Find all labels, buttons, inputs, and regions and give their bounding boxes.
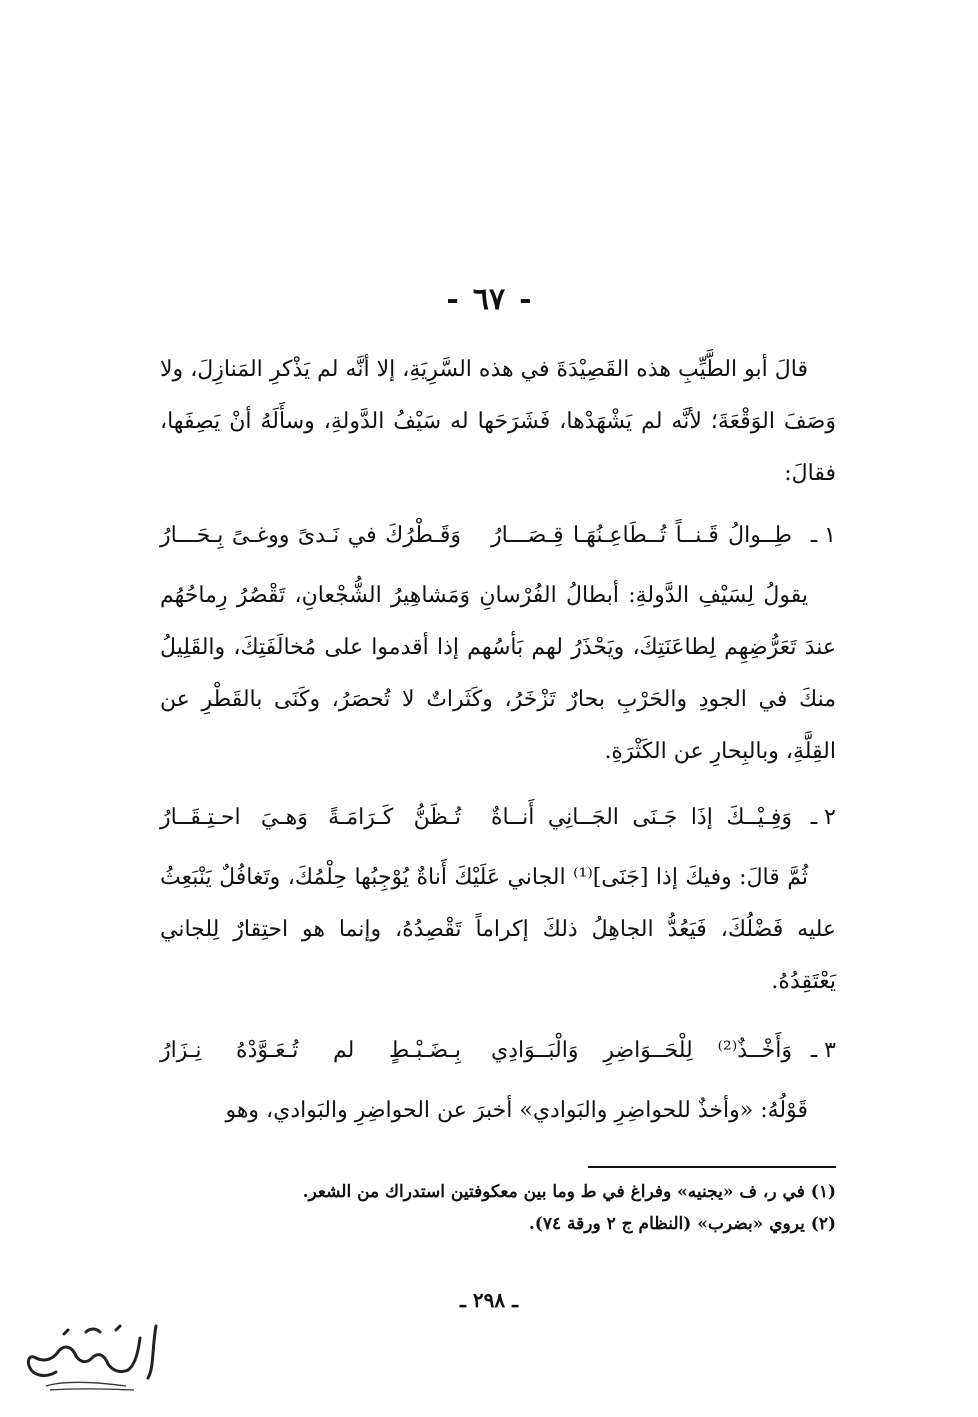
explanation-paragraph: يقولُ لِسَيْفِ الدَّولةِ: أبطالُ الفُرْسانِ وَمَشاهِيرُ الشُّجْعانِ، تَقْصُرُ رِماحُهُم عندَ تَعَرُّضِهِم لِطاعَنَتِكَ، ويَحْذَرُ لهم بَأسُهم إذا أقدموا على مُخالَفَتِكَ، والقَلِيلُ منكَ في الجودِ والحَرْبِ بحارٌ تَزْخَرُ، وكَثَراتٌ لا تُحصَرُ، وكَنَى بالقَطْرِ عن القِلَّةِ، وبالبِحارِ عن الكَثْرَةِ. bbox=[160, 583, 836, 764]
verse-second-hemistich: تُـظَنُّ كَـرَامَـةً وَهـيَ احـتِـقَــارُ bbox=[160, 804, 461, 830]
verse-number: ١ ـ bbox=[810, 522, 836, 548]
verse-first-hemistich: طِــوالُ قَـنــاً تُــطَاعِـنُهَـا قِـصَـــارُ bbox=[491, 522, 792, 548]
verse-first-hemistich: وَأَخْــذٌ⁽²⁾ لِلْحَــوَاضِرِ وَالْبَــوَادِي bbox=[491, 1037, 792, 1063]
footnote-item: (١) في ر، ف «يجنيه» وفراغ في ط وما بين معكوفتين استدراك من الشعر. bbox=[302, 1182, 836, 1202]
verse-second-hemistich: وَقَـطْرُكَ في نَـدىً ووغـىً بِـحَـــارُ bbox=[160, 522, 461, 548]
dash-left: - bbox=[519, 282, 532, 317]
verse-second-hemistich: بِـضَـبْـطٍ لم تُـعَـوَّدْهُ نِـزَارُ bbox=[160, 1037, 461, 1063]
verse-line bbox=[160, 1025, 836, 1075]
explanation-paragraph: قَوْلُهُ: «وأخذٌ للحواضِرِ والبَوادي» أخبرَ عن الحواضِرِ والبَوادي، وهو bbox=[225, 1098, 808, 1123]
explanation-paragraph: ثُمَّ قالَ: وفيكَ إذا [جَنَى]⁽¹⁾ الجاني عَلَيْكَ أَناةٌ يُوْجِبُها حِلْمُكَ، وتَغافُلٌ يَنْبَعِثُ عليه فَضْلُكَ، فَيَعُدُّ الجاهِلُ ذلكَ إكراماً تَقْصِدُهُ، وإنما هو احتِقارٌ لِلجاني يَعْتَقِدُهُ. bbox=[160, 865, 836, 994]
footnote-divider bbox=[588, 1166, 836, 1168]
footnote-item: (٢) يروي «بضرب» (النظام ج ٢ ورقة ٧٤). bbox=[528, 1214, 836, 1234]
top-page-number bbox=[0, 282, 978, 317]
verse-line bbox=[160, 510, 836, 560]
verse-first-hemistich: وَفِـيْــكَ إذَا جَـنَى الجَــانِي أَنــاةٌ bbox=[491, 804, 792, 830]
intro-paragraph: قالَ أبو الطَّيِّبِ هذه القَصِيْدَةَ في هذه السَّرِيَةِ، إلا أنَّه لم يَذْكرِ المَنازِلَ، ولا وَصَفَ الوَقْعَةَ؛ لأنَّه لم يَشْهَدْها، فَشَرَحَها له سَيْفُ الدَّولةِ، وسأَلَهُ أنْ يَصِفَها، فقالَ: bbox=[160, 357, 836, 486]
verse-number: ٢ ـ bbox=[810, 804, 836, 830]
bottom-page-number: ـ ٢٩٨ ـ bbox=[460, 1288, 518, 1312]
footnotes-list bbox=[160, 1176, 836, 1240]
dash-right: - bbox=[446, 282, 459, 317]
verse-number: ٣ ـ bbox=[810, 1037, 836, 1063]
calligraphy-stamp-logo bbox=[16, 1318, 166, 1394]
page-number-value: ٦٧ bbox=[472, 282, 506, 317]
verse-line bbox=[160, 792, 836, 842]
